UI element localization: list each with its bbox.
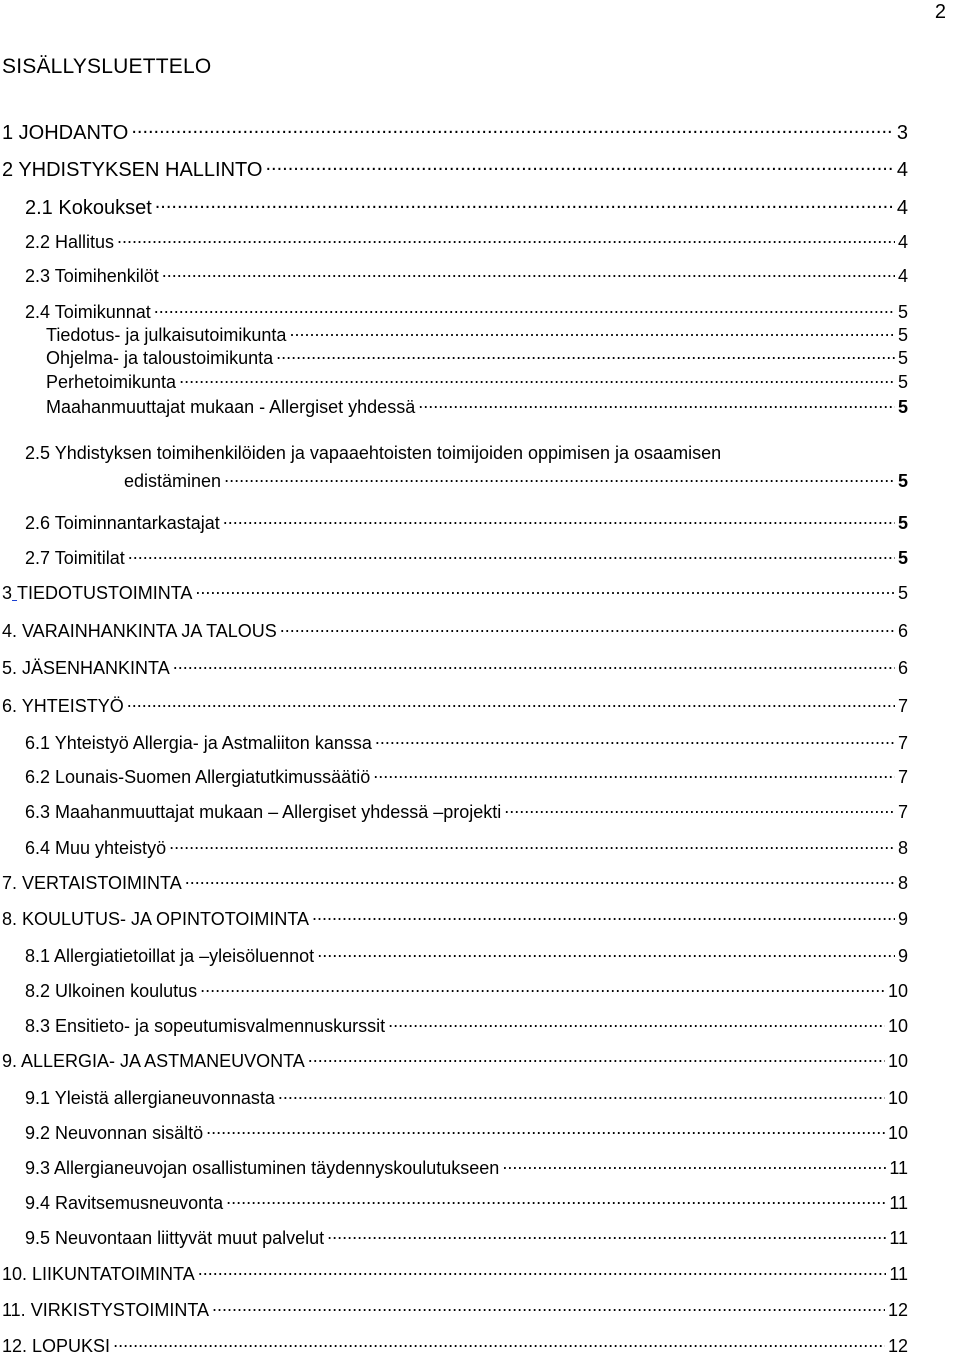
toc-entry-label: 9.3 Allergianeuvojan osallistuminen täydennyskoulutukseen [25,1158,500,1178]
toc-entry-label: 8. KOULUTUS- JA OPINTOTOIMINTA [2,909,310,929]
toc-entry-lopuksi[interactable] [2,1334,908,1357]
toc-entry-allergianeuvonta[interactable] [2,1049,908,1072]
toc-entry-label [2,582,192,604]
toc-entry-varainhankinta[interactable] [2,619,908,642]
toc-entry-osaaminen-line1[interactable] [25,442,908,464]
toc-entry-yhdistyksen-hallinto[interactable] [2,156,908,182]
toc-entry-perhetoimikunta[interactable] [46,370,908,393]
toc-entry-muu-yhteistyo[interactable] [25,836,908,859]
toc-entry-page: 5 [897,325,908,345]
toc-entry-page: 11 [889,1264,908,1284]
toc-leader [113,1334,885,1352]
toc-leader [212,1298,885,1316]
toc-entry-label: 2.4 Toimikunnat [25,302,151,322]
toc-leader [226,1191,886,1209]
toc-entry-page: 5 [897,372,908,392]
toc-entry-vertaistoiminta[interactable] [2,871,908,894]
toc-entry-label: 9.4 Ravitsemusneuvonta [25,1193,224,1213]
toc-leader [195,581,895,599]
toc-entry-label: 2.1 Kokoukset [25,197,152,219]
toc-entry-label: 2.5 Yhdistyksen toimihenkilöiden ja vapaaehtoisten toimijoiden oppimisen ja osaamisen [25,443,722,463]
toc-entry-toimikunnat[interactable] [25,300,908,323]
toc-entry-label: 4. VARAINHANKINTA JA TALOUS [2,621,277,641]
toc-entry-yhteistyo-allergialiitto[interactable] [25,731,908,754]
toc-leader [154,300,895,318]
toc-entry-yleista-neuvonnasta[interactable] [25,1086,908,1109]
toc-entry-page: 5 [897,471,908,491]
toc-leader [265,156,893,176]
toc-leader [198,1262,887,1280]
toc-entry-toimitilat[interactable] [25,546,908,569]
toc-entry-label: 8.1 Allergiatietoillat ja –yleisöluennot [25,946,315,966]
toc-entry-page: 11 [889,1193,908,1213]
toc-leader [418,395,895,413]
toc-leader [388,1014,885,1032]
toc-entry-label: 2.2 Hallitus [25,232,115,252]
toc-entry-toiminnantarkastajat[interactable] [25,511,908,534]
toc-entry-page: 11 [889,1228,908,1248]
toc-entry-page: 5 [897,348,908,368]
toc-entry-johdanto[interactable] [2,119,908,145]
toc-entry-label: Perhetoimikunta [46,372,177,392]
toc-entry-kokoukset[interactable] [25,194,908,220]
toc-entry-page: 7 [897,767,908,787]
toc-entry-label: 12. LOPUKSI [2,1336,111,1356]
toc-entry-koulutus[interactable] [2,907,908,930]
toc-leader [206,1121,885,1139]
toc-entry-page: 6 [897,621,908,641]
toc-entry-label: 10. LIIKUNTATOIMINTA [2,1264,195,1284]
toc-entry-title: TIEDOTUSTOIMINTA [17,583,193,603]
toc-entry-page: 11 [889,1158,908,1178]
toc-entry-page: 6 [897,658,908,678]
toc-leader [169,836,895,854]
toc-entry-page: 4 [897,266,908,286]
toc-entry-label: 11. VIRKISTYSTOIMINTA [2,1300,210,1320]
toc-leader [308,1049,885,1067]
toc-entry-label: 6. YHTEISTYÖ [2,696,124,716]
toc-entry-page: 5 [897,397,908,417]
toc-entry-yhteistyo[interactable] [2,694,908,717]
toc-entry-page: 3 [896,122,908,144]
toc-entry-toimihenkilot[interactable] [25,264,908,287]
toc-entry-label: 9.1 Yleistä allergianeuvonnasta [25,1088,275,1108]
toc-entry-label: 9. ALLERGIA- JA ASTMANEUVONTA [2,1051,305,1071]
toc-entry-page: 10 [887,1123,908,1143]
toc-entry-label: 1 JOHDANTO [2,122,129,144]
toc-entry-label: 9.2 Neuvonnan sisältö [25,1123,204,1143]
toc-entry-page: 10 [887,1016,908,1036]
page-number: 2 [934,1,946,23]
toc-entry-page: 5 [897,513,908,533]
toc-leader [224,469,895,487]
toc-entry-label-continued: edistäminen [124,471,222,491]
toc-entry-maahanmuuttajat[interactable] [46,395,908,418]
toc-entry-page: 4 [897,232,908,252]
toc-entry-label: 2.6 Toiminnantarkastajat [25,513,220,533]
toc-entry-maahanmuuttajat-projekti[interactable] [25,800,908,823]
toc-entry-liikuntatoiminta[interactable] [2,1262,908,1285]
toc-leader [375,731,895,749]
toc-entry-page: 7 [897,696,908,716]
toc-entry-ensitieto[interactable] [25,1014,908,1037]
toc-entry-osaaminen-line2[interactable] [124,469,908,492]
toc-entry-tiedotustoiminta[interactable] [2,581,908,604]
toc-entry-page: 7 [897,802,908,822]
toc-entry-label: 5. JÄSENHANKINTA [2,658,170,678]
toc-leader [223,511,895,529]
toc-leader [312,907,895,925]
toc-entry-jasenhankinta[interactable] [2,656,908,679]
toc-leader [179,370,895,388]
toc-entry-hallitus[interactable] [25,230,908,253]
toc-leader [317,944,895,962]
toc-entry-page: 5 [897,583,908,603]
toc-leader [289,323,895,341]
toc-leader [276,346,895,364]
toc-entry-muut-palvelut[interactable] [25,1226,908,1249]
toc-entry-page: 12 [887,1336,908,1356]
toc-leader [504,800,895,818]
toc-entry-page: 5 [897,302,908,322]
toc-entry-label: 6.2 Lounais-Suomen Allergiatutkimussäätiö [25,767,371,787]
toc-title: SISÄLLYSLUETTELO [2,55,212,78]
toc-entry-label: 2.3 Toimihenkilöt [25,266,159,286]
toc-leader [327,1226,886,1244]
toc-entry-tutkimussaatio[interactable] [25,765,908,788]
toc-leader [127,694,895,712]
toc-entry-ulkoinen-koulutus[interactable] [25,979,908,1002]
toc-entry-label: 9.5 Neuvontaan liittyvät muut palvelut [25,1228,325,1248]
toc-entry-label: 8.3 Ensitieto- ja sopeutumisvalmennuskurssit [25,1016,386,1036]
toc-entry-ravitsemusneuvonta[interactable] [25,1191,908,1214]
toc-entry-label: 2.7 Toimitilat [25,548,125,568]
toc-entry-page: 10 [887,981,908,1001]
toc-leader [173,656,895,674]
toc-entry-label: 6.4 Muu yhteistyö [25,838,167,858]
toc-entry-tiedotustoimikunta[interactable] [46,323,908,346]
toc-leader [128,546,895,564]
toc-leader [502,1156,886,1174]
toc-entry-label: 6.1 Yhteistyö Allergia- ja Astmaliiton kanssa [25,733,372,753]
toc-entry-page: 12 [887,1300,908,1320]
toc-entry-page: 7 [897,733,908,753]
toc-entry-label: Tiedotus- ja julkaisutoimikunta [46,325,287,345]
toc-entry-page: 8 [897,838,908,858]
toc-entry-page: 9 [897,909,908,929]
toc-leader [185,871,895,889]
toc-entry-label: 8.2 Ulkoinen koulutus [25,981,198,1001]
toc-entry-ohjelmatoimikunta[interactable] [46,346,908,369]
toc-leader [280,619,895,637]
toc-entry-page: 8 [897,873,908,893]
toc-leader [117,230,895,248]
toc-entry-label: 2 YHDISTYKSEN HALLINTO [2,159,263,181]
toc-leader [155,194,894,214]
toc-entry-label: 7. VERTAISTOIMINTA [2,873,182,893]
toc-entry-virkistystoiminta[interactable] [2,1298,908,1321]
toc-entry-number: 3 [2,583,13,603]
toc-entry-label: Ohjelma- ja taloustoimikunta [46,348,274,368]
toc-leader [200,979,885,997]
toc-entry-page: 4 [896,159,908,181]
toc-entry-label: Maahanmuuttajat mukaan - Allergiset yhdessä [46,397,416,417]
toc-entry-page: 10 [887,1051,908,1071]
toc-entry-label: 6.3 Maahanmuuttajat mukaan – Allergiset yhdessä –projekti [25,802,502,822]
toc-leader [162,264,895,282]
toc-leader [131,119,894,139]
toc-entry-page: 5 [897,548,908,568]
toc-entry-allergiatietoillat[interactable] [25,944,908,967]
toc-leader [373,765,895,783]
toc-entry-taydennyskoulutus[interactable] [25,1156,908,1179]
toc-entry-page: 9 [897,946,908,966]
toc-entry-page: 4 [896,197,908,219]
toc-entry-page: 10 [887,1088,908,1108]
toc-entry-neuvonnan-sisalto[interactable] [25,1121,908,1144]
toc-leader [278,1086,885,1104]
